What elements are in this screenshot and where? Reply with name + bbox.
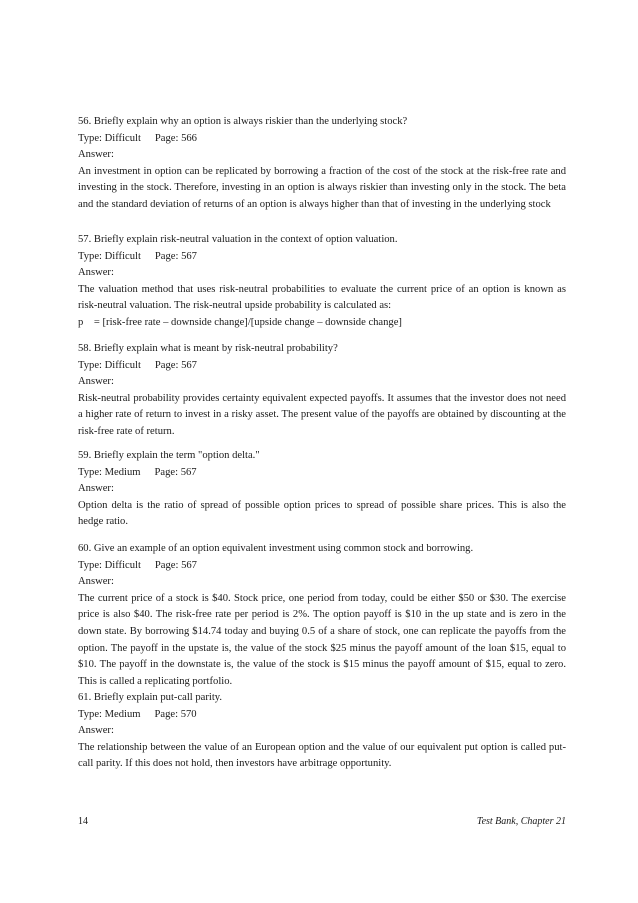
answer-label: Answer:: [78, 149, 114, 161]
question-56: [78, 114, 566, 214]
question-heading: 57. Briefly explain risk-neutral valuation in the context of option valuation.: [78, 234, 398, 245]
question-page: Page: 567: [154, 559, 197, 571]
question-type: Type: Difficult: [78, 559, 141, 571]
question-heading: 56. Briefly explain why an option is always riskier than the underlying stock?: [78, 116, 408, 127]
question-meta: [78, 249, 566, 266]
question-type: Type: Medium: [78, 708, 141, 720]
question-meta: [78, 465, 566, 482]
answer-text: An investment in option can be replicated by borrowing a fraction of the cost of the stock at the risk-free rate and investing in the stock. Therefore, investing in an option is always riskier than investing only in the stock. The beta and the standard deviation of returns of an option is always higher than that of investing in the underlying stock: [78, 165, 566, 210]
question-58: [78, 341, 566, 441]
answer-label: Answer:: [78, 576, 114, 588]
answer-text: The valuation method that uses risk-neutral probabilities to evaluate the current price of an option is known as risk-neutral valuation. The risk-neutral upside probability is calculated as:: [78, 283, 566, 312]
question-type: Type: Difficult: [78, 132, 141, 144]
answer-text: The relationship between the value of an European option and the value of our equivalent put option is called put-call parity. If this does not hold, then investors have arbitrage opportunity.: [78, 741, 566, 770]
question-60: [78, 541, 566, 690]
page-number: 14: [78, 816, 88, 827]
answer-label: Answer:: [78, 267, 114, 279]
question-page: Page: 567: [154, 250, 197, 262]
question-meta: [78, 358, 566, 375]
question-page: Page: 567: [154, 466, 197, 478]
question-61: [78, 690, 566, 773]
answer-text: Option delta is the ratio of spread of possible option prices to spread of possible share prices. This is also the hedge ratio.: [78, 499, 566, 528]
question-type: Type: Medium: [78, 466, 141, 478]
answer-label: Answer:: [78, 725, 114, 737]
question-page: Page: 567: [154, 359, 197, 371]
question-type: Type: Difficult: [78, 359, 141, 371]
question-59: [78, 448, 566, 531]
question-heading: 58. Briefly explain what is meant by risk-neutral probability?: [78, 343, 338, 354]
answer-text: The current price of a stock is $40. Stock price, one period from today, could be either $50 or $30. The exercise price is also $40. The risk-free rate per period is 2%. The option payoff is $10 in the up state and is zero in the down state. By borrowing $14.74 today and buying 0.5 of a share of stock, one can replicate the payoffs from the option. The payoff in the upstate is, the value of the stock $25 minus the payoff amount of the loan $15, equal to $10. The payoff in the downstate is, the value of the stock is $15 minus the payoff amount of $15, equal to zero. This is called a replicating portfolio.: [78, 592, 566, 687]
answer-label: Answer:: [78, 376, 114, 388]
question-meta: [78, 558, 566, 575]
question-page: Page: 570: [154, 708, 197, 720]
question-type: Type: Difficult: [78, 250, 141, 262]
answer-label: Answer:: [78, 483, 114, 495]
question-57: [78, 232, 566, 332]
question-heading: 61. Briefly explain put-call parity.: [78, 692, 223, 703]
question-page: Page: 566: [154, 132, 197, 144]
chapter-label: Test Bank, Chapter 21: [476, 816, 566, 827]
question-meta: [78, 707, 566, 724]
question-meta: [78, 131, 566, 148]
answer-text: Risk-neutral probability provides certainty equivalent expected payoffs. It assumes that the investor does not need a higher rate of return to invest in a risky asset. The present value of the payoffs are obtained by discounting at the risk-free rate of return.: [78, 392, 566, 437]
question-heading: 59. Briefly explain the term "option delta.": [78, 450, 260, 461]
question-heading: 60. Give an example of an option equivalent investment using common stock and borrowing.: [78, 543, 474, 554]
answer-formula: p = [risk-free rate – downside change]/[upside change – downside change]: [78, 316, 402, 328]
